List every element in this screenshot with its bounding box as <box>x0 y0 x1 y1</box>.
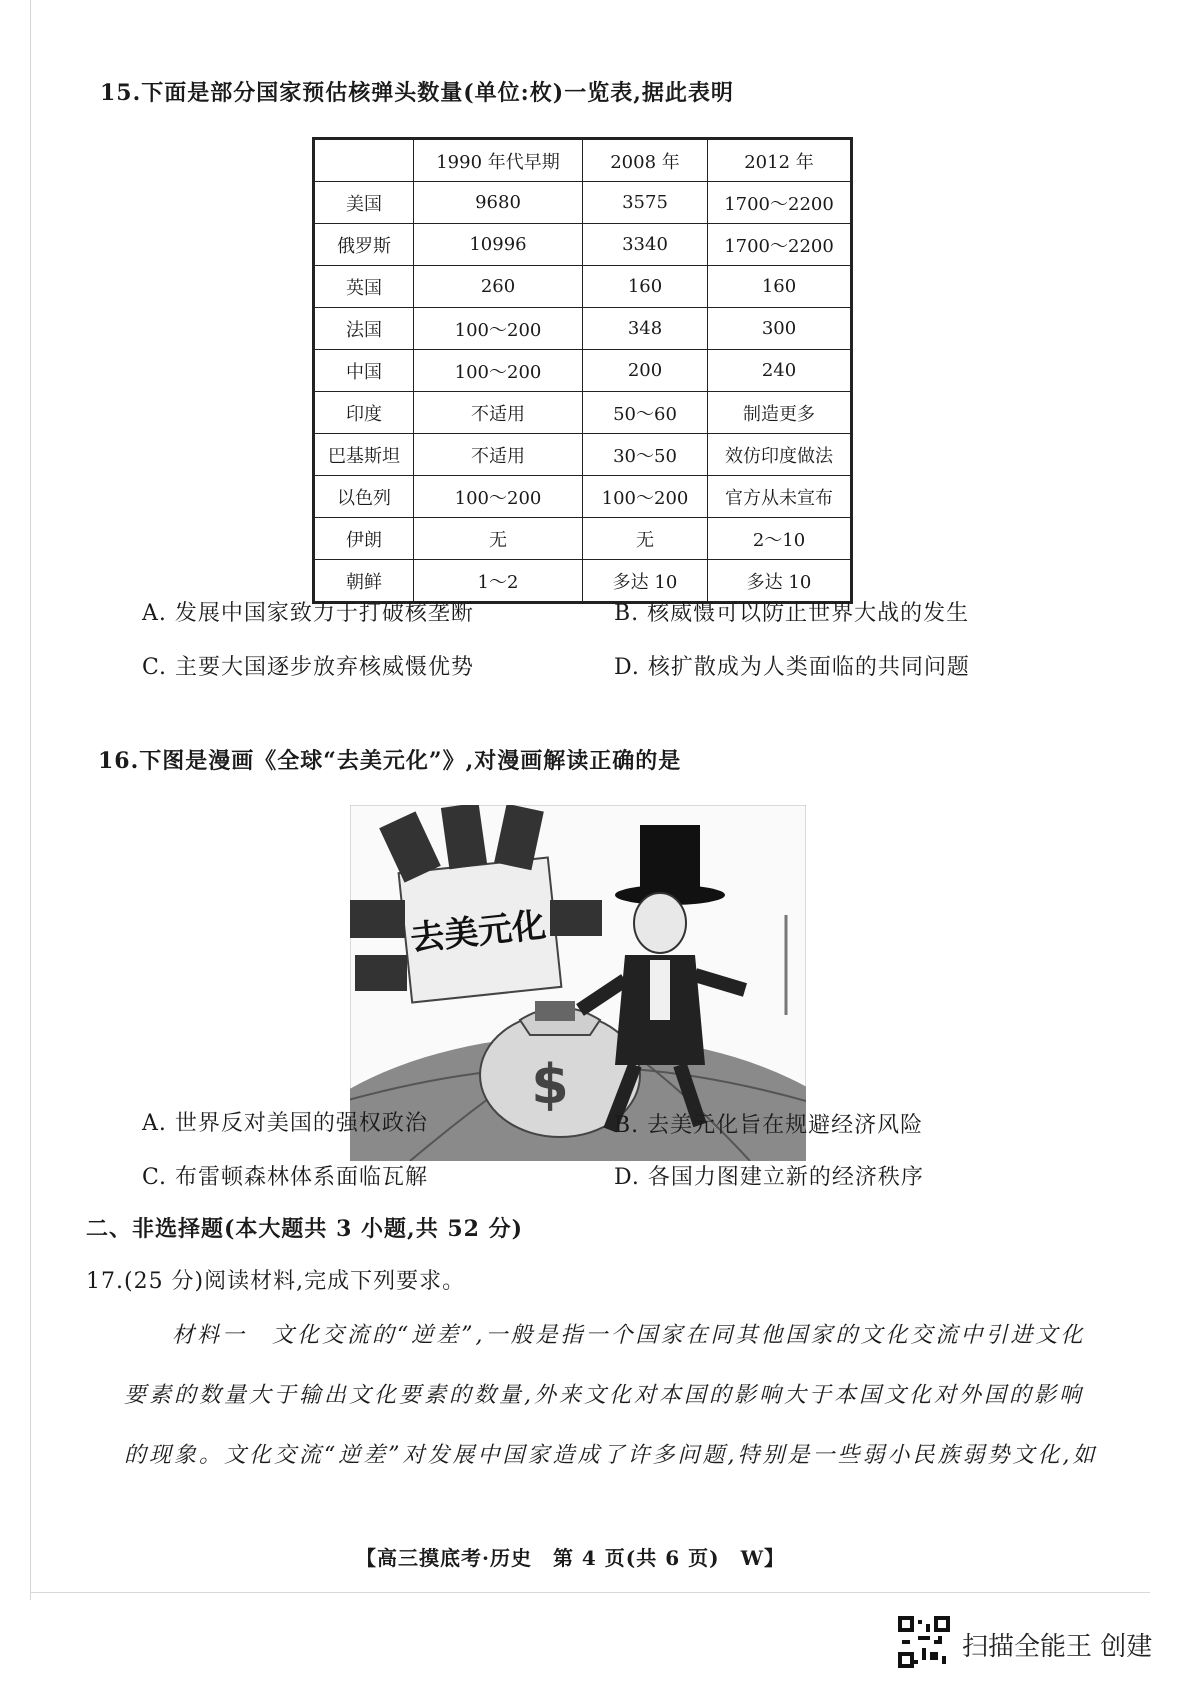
hand-icon <box>550 900 602 936</box>
warhead-count-cell: 无 <box>414 518 583 560</box>
warhead-count-cell: 1～2 <box>414 560 583 603</box>
warhead-count-cell: 多达 10 <box>583 560 708 603</box>
hand-icon <box>350 900 405 938</box>
warhead-count-cell: 2～10 <box>708 518 852 560</box>
q15-option-d: D. 核扩散成为人类面临的共同问题 <box>614 655 970 680</box>
man-shirt <box>650 960 670 1020</box>
hand-icon <box>355 955 407 991</box>
warhead-count-cell: 200 <box>583 350 708 392</box>
country-cell: 伊朗 <box>314 518 414 560</box>
footer-rule <box>30 1592 1150 1593</box>
table-row <box>314 224 852 266</box>
warhead-count-cell: 100～200 <box>414 476 583 518</box>
warhead-count-cell: 100～200 <box>414 308 583 350</box>
warhead-count-cell: 100～200 <box>583 476 708 518</box>
table-header-cell <box>314 139 414 182</box>
q16-option-a: A. 世界反对美国的强权政治 <box>142 1111 428 1136</box>
material-line-2: 要素的数量大于输出文化要素的数量,外来文化对本国的影响大于本国文化对外国的影响 <box>124 1383 1084 1408</box>
warhead-count-cell: 348 <box>583 308 708 350</box>
country-cell: 以色列 <box>314 476 414 518</box>
warhead-count-cell: 260 <box>414 266 583 308</box>
man-head <box>634 893 686 953</box>
question-16-stem: 16.下图是漫画《全球“去美元化”》,对漫画解读正确的是 <box>98 748 682 774</box>
q16-option-d: D. 各国力图建立新的经济秩序 <box>614 1165 924 1190</box>
country-cell: 英国 <box>314 266 414 308</box>
table-header-cell: 1990 年代早期 <box>414 139 583 182</box>
scanner-watermark: 扫描全能王 创建 <box>962 1632 1153 1662</box>
table-header-row <box>314 139 852 182</box>
warhead-count-cell: 10996 <box>414 224 583 266</box>
table-row <box>314 434 852 476</box>
question-15-stem: 15.下面是部分国家预估核弹头数量(单位:枚)一览表,据此表明 <box>100 80 734 106</box>
page-footer: 【高三摸底考·历史 第 4 页(共 6 页) W】 <box>356 1546 786 1570</box>
qr-code-icon <box>898 1616 950 1668</box>
country-cell: 朝鲜 <box>314 560 414 603</box>
nuclear-warhead-table <box>312 137 853 604</box>
table-header-cell: 2012 年 <box>708 139 852 182</box>
table-row <box>314 350 852 392</box>
question-17-stem: 17.(25 分)阅读材料,完成下列要求。 <box>86 1269 466 1294</box>
table-row <box>314 476 852 518</box>
scan-edge-line <box>30 0 31 1600</box>
warhead-count-cell: 9680 <box>414 182 583 224</box>
country-cell: 法国 <box>314 308 414 350</box>
warhead-count-cell: 30～50 <box>583 434 708 476</box>
warhead-count-cell: 不适用 <box>414 392 583 434</box>
warhead-count-cell: 多达 10 <box>708 560 852 603</box>
warhead-count-cell: 100～200 <box>414 350 583 392</box>
country-cell: 中国 <box>314 350 414 392</box>
table-row <box>314 308 852 350</box>
warhead-count-cell: 240 <box>708 350 852 392</box>
warhead-count-cell: 效仿印度做法 <box>708 434 852 476</box>
country-cell: 印度 <box>314 392 414 434</box>
table-header-cell: 2008 年 <box>583 139 708 182</box>
dollar-sign-icon: $ <box>531 1053 569 1116</box>
material-line-1: 材料一 文化交流的“逆差”,一般是指一个国家在同其他国家的文化交流中引进文化 <box>172 1323 1086 1348</box>
warhead-count-cell: 制造更多 <box>708 392 852 434</box>
sign-text: 去美元化 <box>408 905 548 960</box>
material-line-3: 的现象。文化交流“逆差”对发展中国家造成了许多问题,特别是一些弱小民族弱势文化,如 <box>124 1443 1098 1468</box>
warhead-count-cell: 50～60 <box>583 392 708 434</box>
section-2-title: 二、非选择题(本大题共 3 小题,共 52 分) <box>86 1216 524 1242</box>
warhead-count-cell: 官方从未宣布 <box>708 476 852 518</box>
table-row <box>314 518 852 560</box>
q15-option-c: C. 主要大国逐步放弃核威慑优势 <box>142 655 475 680</box>
q16-option-c: C. 布雷顿森林体系面临瓦解 <box>142 1165 429 1190</box>
warhead-count-cell: 无 <box>583 518 708 560</box>
q15-option-b: B. 核威慑可以防止世界大战的发生 <box>614 601 970 626</box>
cash-bundle <box>535 1001 575 1021</box>
warhead-count-cell: 300 <box>708 308 852 350</box>
table-row <box>314 182 852 224</box>
country-cell: 俄罗斯 <box>314 224 414 266</box>
warhead-count-cell: 160 <box>583 266 708 308</box>
country-cell: 巴基斯坦 <box>314 434 414 476</box>
country-cell: 美国 <box>314 182 414 224</box>
table-row <box>314 392 852 434</box>
table-row <box>314 266 852 308</box>
warhead-count-cell: 160 <box>708 266 852 308</box>
warhead-count-cell: 1700～2200 <box>708 224 852 266</box>
q15-option-a: A. 发展中国家致力于打破核垄断 <box>142 601 474 626</box>
warhead-count-cell: 不适用 <box>414 434 583 476</box>
warhead-count-cell: 3340 <box>583 224 708 266</box>
warhead-count-cell: 3575 <box>583 182 708 224</box>
top-hat-crown <box>640 825 700 895</box>
warhead-count-cell: 1700～2200 <box>708 182 852 224</box>
q16-option-b: B. 去美元化旨在规避经济风险 <box>614 1113 924 1138</box>
